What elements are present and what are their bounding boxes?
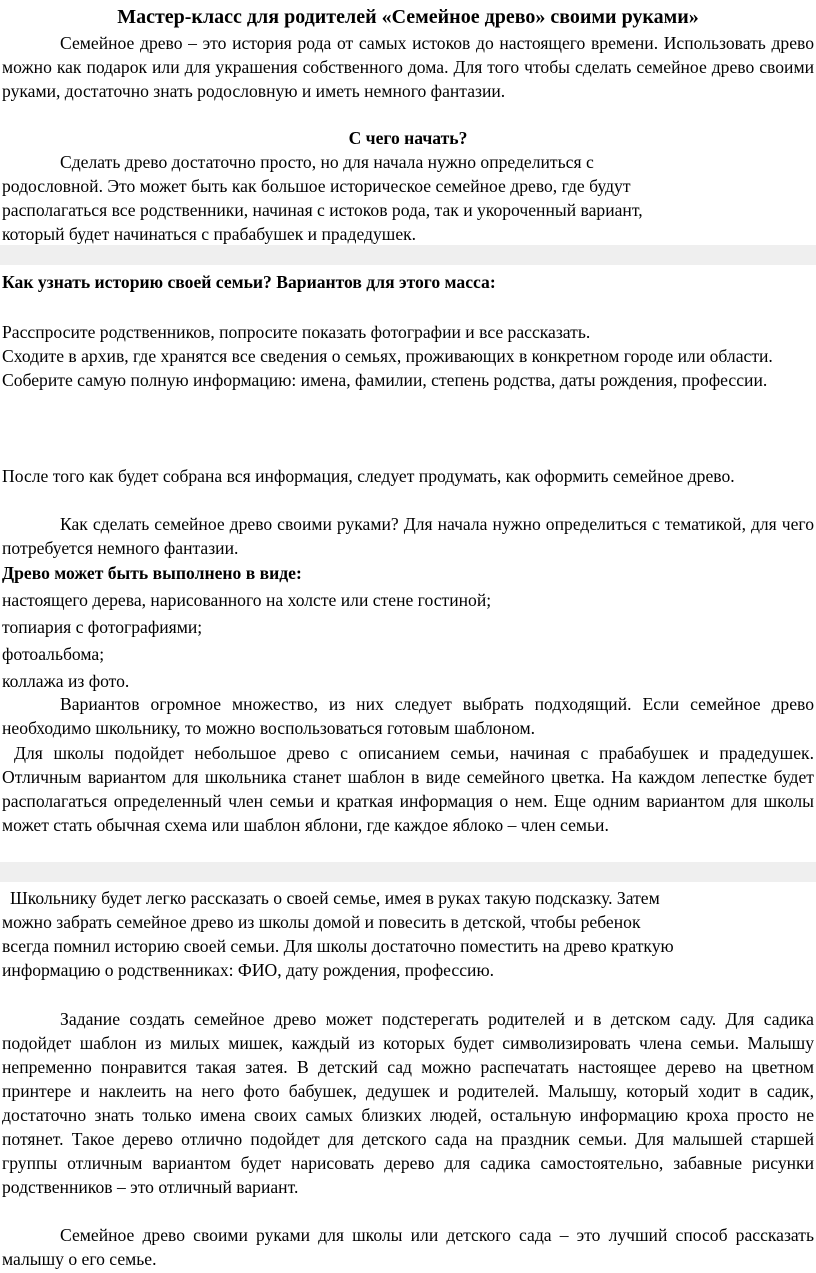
school-paragraph: Для школы подойдет небольшое древо с описанием семьи, начиная с прабабушек и прадедушек. Отличным вариантом для школьника станет шаблон в виде семейного цветка. На каждом лепестке будет располагаться определенный член семьи и краткая информация о нем. Еще одним вариантом для школы может стать обычная схема или шаблон яблони, где каждое яблоко – член семьи. bbox=[2, 743, 814, 835]
list-item: фотоальбома; bbox=[2, 644, 105, 664]
start-line: родословной. Это может быть как большое историческое семейное древо, где будут bbox=[2, 176, 631, 196]
intro-paragraph: Семейное древо – это история рода от самых истоков до настоящего времени. Использовать древо можно как подарок или для украшения собственного дома. Для того чтобы сделать семейное древо своими руками, достаточно знать родословную и иметь немного фантазии. bbox=[2, 33, 814, 101]
kindergarten-paragraph: Задание создать семейное древо может подстерегать родителей и в детском саду. Для садика подойдет шаблон из милых мишек, каждый из которых будет символизировать члена семьи. Малышу непременно понравится такая затея. В детский сад можно распечатать настоящее дерево на цветном принтере и наклеить на него фото бабушек, дедушек и родителей. Малышу, который ходит в садик, достаточно знать только имена своих самых близких людей, остальную информацию кроха просто не потянет. Такое дерево отлично подойдет для детского сада на праздник семьи. Для малышей старшей группы отличным вариантом будет нарисовать дерево для садика самостоятельно, забавные рисунки родственников – это отличный вариант. bbox=[2, 1009, 814, 1197]
school-line: можно забрать семейное древо из школы домой и повесить в детской, чтобы ребенок bbox=[2, 912, 641, 932]
list-item: коллажа из фото. bbox=[2, 671, 130, 691]
start-line: Сделать древо достаточно просто, но для начала нужно определиться с bbox=[60, 152, 594, 172]
conclusion-paragraph: Семейное древо своими руками для школы или детского сада – это лучший способ рассказать малышу о его семье. bbox=[2, 1225, 814, 1269]
shaded-separator bbox=[0, 862, 816, 882]
school-line: всегда помнил историю своей семьи. Для школы достаточно поместить на древо краткую bbox=[2, 936, 674, 956]
variants-paragraph: Вариантов огромное множество, из них следует выбрать подходящий. Если семейное древо необходимо школьнику, то можно воспользоваться готовым шаблоном. bbox=[2, 694, 814, 738]
start-line: располагаться все родственники, начиная с истоков рода, так и укороченный вариант, bbox=[2, 200, 643, 220]
history-list bbox=[2, 320, 814, 392]
list-item: Расспросите родственников, попросите показать фотографии и все рассказать. bbox=[2, 322, 591, 342]
list-item: настоящего дерева, нарисованного на холсте или стене гостиной; bbox=[2, 590, 492, 610]
school-line: информацию о родственниках: ФИО, дату рождения, профессию. bbox=[2, 960, 495, 980]
form-list bbox=[2, 588, 814, 696]
how-paragraph: Как сделать семейное древо своими руками? Для начала нужно определиться с тематикой, для чего потребуется немного фантазии. bbox=[2, 514, 814, 558]
history-after-paragraph: После того как будет собрана вся информация, следует продумать, как оформить семейное древо. bbox=[2, 466, 735, 486]
list-item: Соберите самую полную информацию: имена, фамилии, степень родства, даты рождения, профессии. bbox=[2, 370, 768, 390]
section-heading-start: С чего начать? bbox=[348, 128, 468, 148]
start-paragraph bbox=[2, 150, 814, 246]
shaded-separator bbox=[0, 245, 816, 265]
school-hint-paragraph bbox=[2, 886, 814, 982]
list-item: Сходите в архив, где хранятся все сведения о семьях, проживающих в конкретном городе или области. bbox=[2, 346, 773, 366]
page-title: Мастер-класс для родителей «Семейное древо» своими руками» bbox=[117, 6, 699, 28]
start-line: который будет начинаться с прабабушек и прадедушек. bbox=[2, 224, 417, 244]
list-item: топиария с фотографиями; bbox=[2, 617, 203, 637]
section-heading-history: Как узнать историю своей семьи? Вариантов для этого масса: bbox=[2, 272, 496, 292]
list-heading: Древо может быть выполнено в виде: bbox=[2, 563, 302, 583]
school-line: Школьнику будет легко рассказать о своей семье, имея в руках такую подсказку. Затем bbox=[10, 888, 660, 908]
